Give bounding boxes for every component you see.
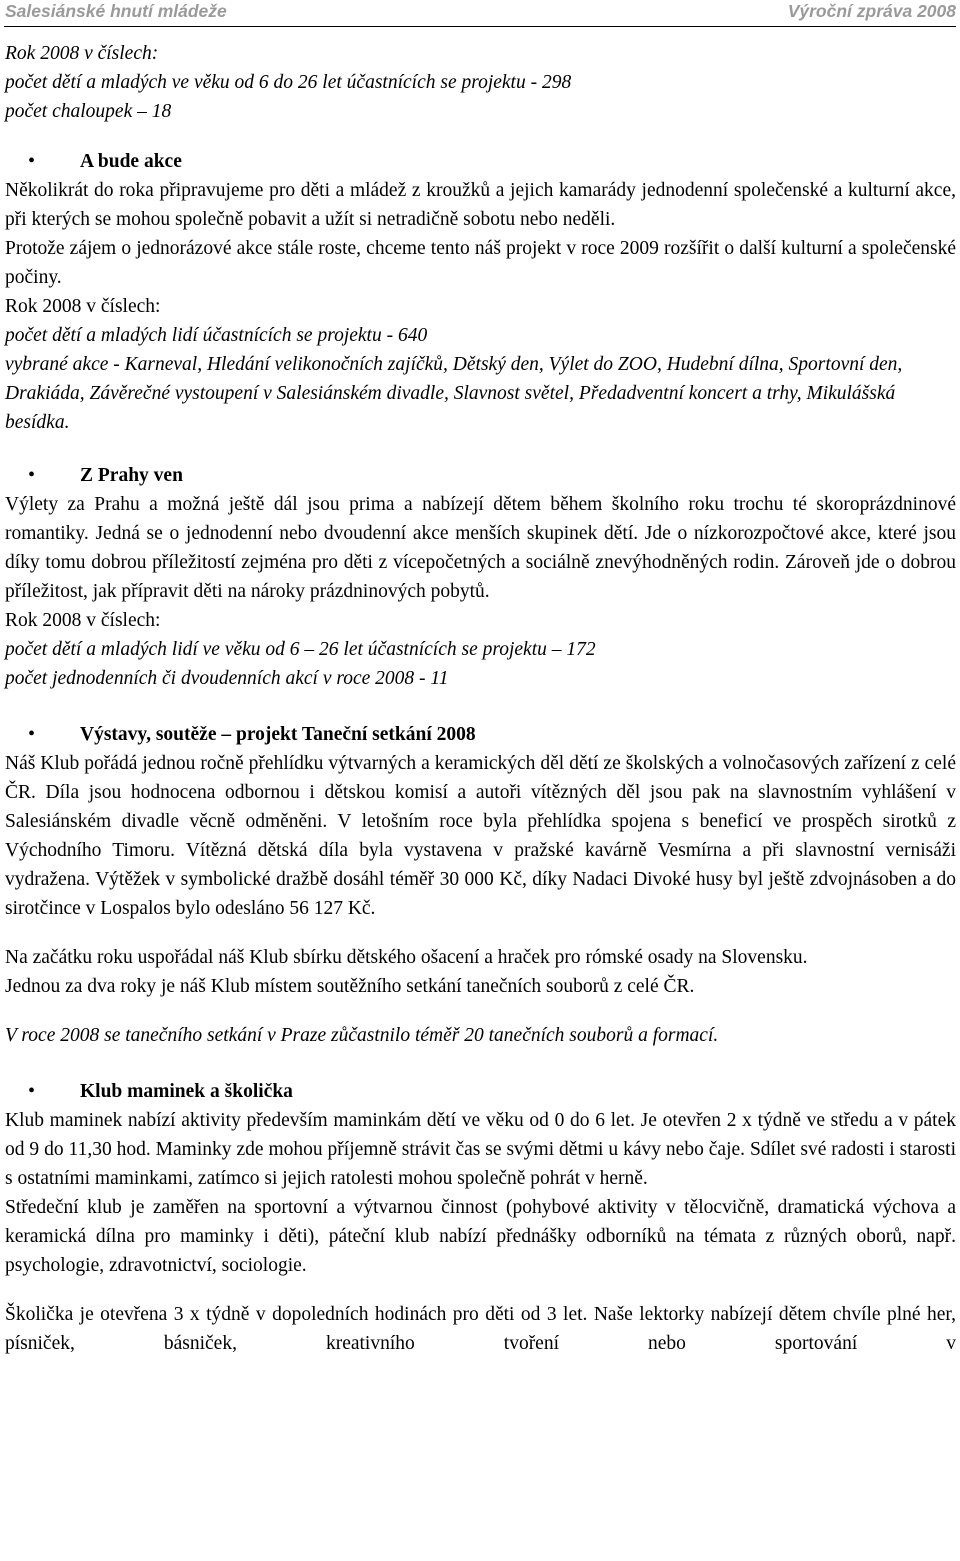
paragraph: Jednou za dva roky je náš Klub místem soutěžního setkání tanečních souborů z celé ČR.: [5, 976, 695, 997]
header-organization: Salesiánské hnutí mládeže: [5, 1, 227, 21]
paragraph: Školička je otevřena 3 x týdně v dopoledních hodinách pro děti od 3 let. Naše lektorky nabízejí dětem chvíle plné her, písniček, básniček, kreativního tvoření nebo sportování v: [5, 1304, 956, 1354]
header-rule: [4, 26, 956, 27]
paragraph: Protože zájem o jednorázové akce stále roste, chceme tento náš projekt v roce 2009 rozšířit o další kulturní a společenské počiny.: [5, 238, 956, 288]
stats-line: počet dětí a mladých lidí ve věku od 6 – 26 let účastnících se projektu – 172: [5, 639, 596, 660]
paragraph: Středeční klub je zaměřen na sportovní a výtvarnou činnost (pohybové aktivity v tělocvičně, dramatická výchova a keramická dílna pro maminky i děti), páteční klub nabízí přednášky odborníků na témata z různých oborů, např. psychologie, zdravotnictví, sociologie.: [5, 1197, 956, 1276]
paragraph: Klub maminek nabízí aktivity především maminkám dětí ve věku od 0 do 6 let. Je otevřen 2 x týdně ve středu a v pátek od 9 do 11,30 hod. Maminky zde mohou příjemně strávit čas se svými dětmi u kávy nebo čaje. Sdílet své radosti i starosti s ostatními maminkami, zatímco si jejich ratolesti mohou společně pohrát v herně.: [5, 1110, 956, 1189]
stats-line: počet jednodenních či dvoudenních akcí v roce 2008 - 11: [5, 668, 449, 689]
page-header: [0, 0, 960, 28]
stats-line: vybrané akce - Karneval, Hledání velikonočních zajíčků, Dětský den, Výlet do ZOO, Hudební dílna, Sportovní den, Drakiáda, Závěrečné vystoupení v Salesiánském divadle, Slavnost světel, Předadventní koncert a trhy, Mikulášská besídka.: [5, 354, 903, 433]
document-body: [5, 39, 956, 1358]
section-heading-vystavy: • Výstavy, soutěže – projekt Taneční setkání 2008: [5, 720, 956, 749]
paragraph: V roce 2008 se tanečního setkání v Praze zůčastnilo téměř 20 tanečních souborů a formací.: [5, 1025, 719, 1046]
stats-heading: Rok 2008 v číslech:: [5, 43, 159, 64]
paragraph: Výlety za Prahu a možná ještě dál jsou prima a nabízejí dětem během školního roku trochu té skoroprázdninové romantiky. Jedná se o jednodenní nebo dvoudenní akce menších skupinek dětí. Jde o nízkorozpočtové akce, které jsou díky tomu dobrou příležitostí zejména pro děti z vícepočetných a sociálně znevýhodněných rodin. Zároveň jde o dobrou příležitost, jak přípravit děti na nároky prázdninových pobytů.: [5, 494, 956, 602]
paragraph: Na začátku roku uspořádal náš Klub sbírku dětského ošacení a hraček pro rómské osady na Slovensku.: [5, 947, 808, 968]
section-heading-prahy: • Z Prahy ven: [5, 461, 956, 490]
stats-heading: Rok 2008 v číslech:: [5, 296, 161, 317]
stats-heading: Rok 2008 v číslech:: [5, 610, 161, 631]
section-heading-akce: • A bude akce: [5, 147, 956, 176]
header-report-title: Výroční zpráva 2008: [787, 1, 956, 21]
stats-line: počet dětí a mladých lidí účastnících se projektu - 640: [5, 325, 428, 346]
paragraph: Několikrát do roka připravujeme pro děti a mládež z kroužků a jejich kamarády jednodenní společenské a kulturní akce, při kterých se mohou společně pobavit a užít si netradičně sobotu nebo neděli.: [5, 180, 956, 230]
stats-line: počet dětí a mladých ve věku od 6 do 26 let účastnících se projektu - 298: [5, 72, 572, 93]
stats-line: počet chaloupek – 18: [5, 101, 172, 122]
section-heading-klub: • Klub maminek a školička: [5, 1077, 956, 1106]
paragraph: Náš Klub pořádá jednou ročně přehlídku výtvarných a keramických děl dětí ze školských a volnočasových zařízení z celé ČR. Díla jsou hodnocena odbornou i dětskou komisí a autoři vítězných děl jsou pak na slavnostním vyhlášení v Salesiánském divadle věcně odměněni. V letošním roce byla přehlídka spojena s beneficí ve prospěch sirotků z Východního Timoru. Vítězná dětská díla byla vystavena v pražské kavárně Vesmírna a při slavnostní vernisáži vydražena. Výtěžek v symbolické dražbě dosáhl téměř 30 000 Kč, díky Nadaci Divoké husy byl ještě zdvojnásoben a do sirotčince v Lospalos bylo odesláno 56 127 Kč.: [5, 753, 956, 919]
